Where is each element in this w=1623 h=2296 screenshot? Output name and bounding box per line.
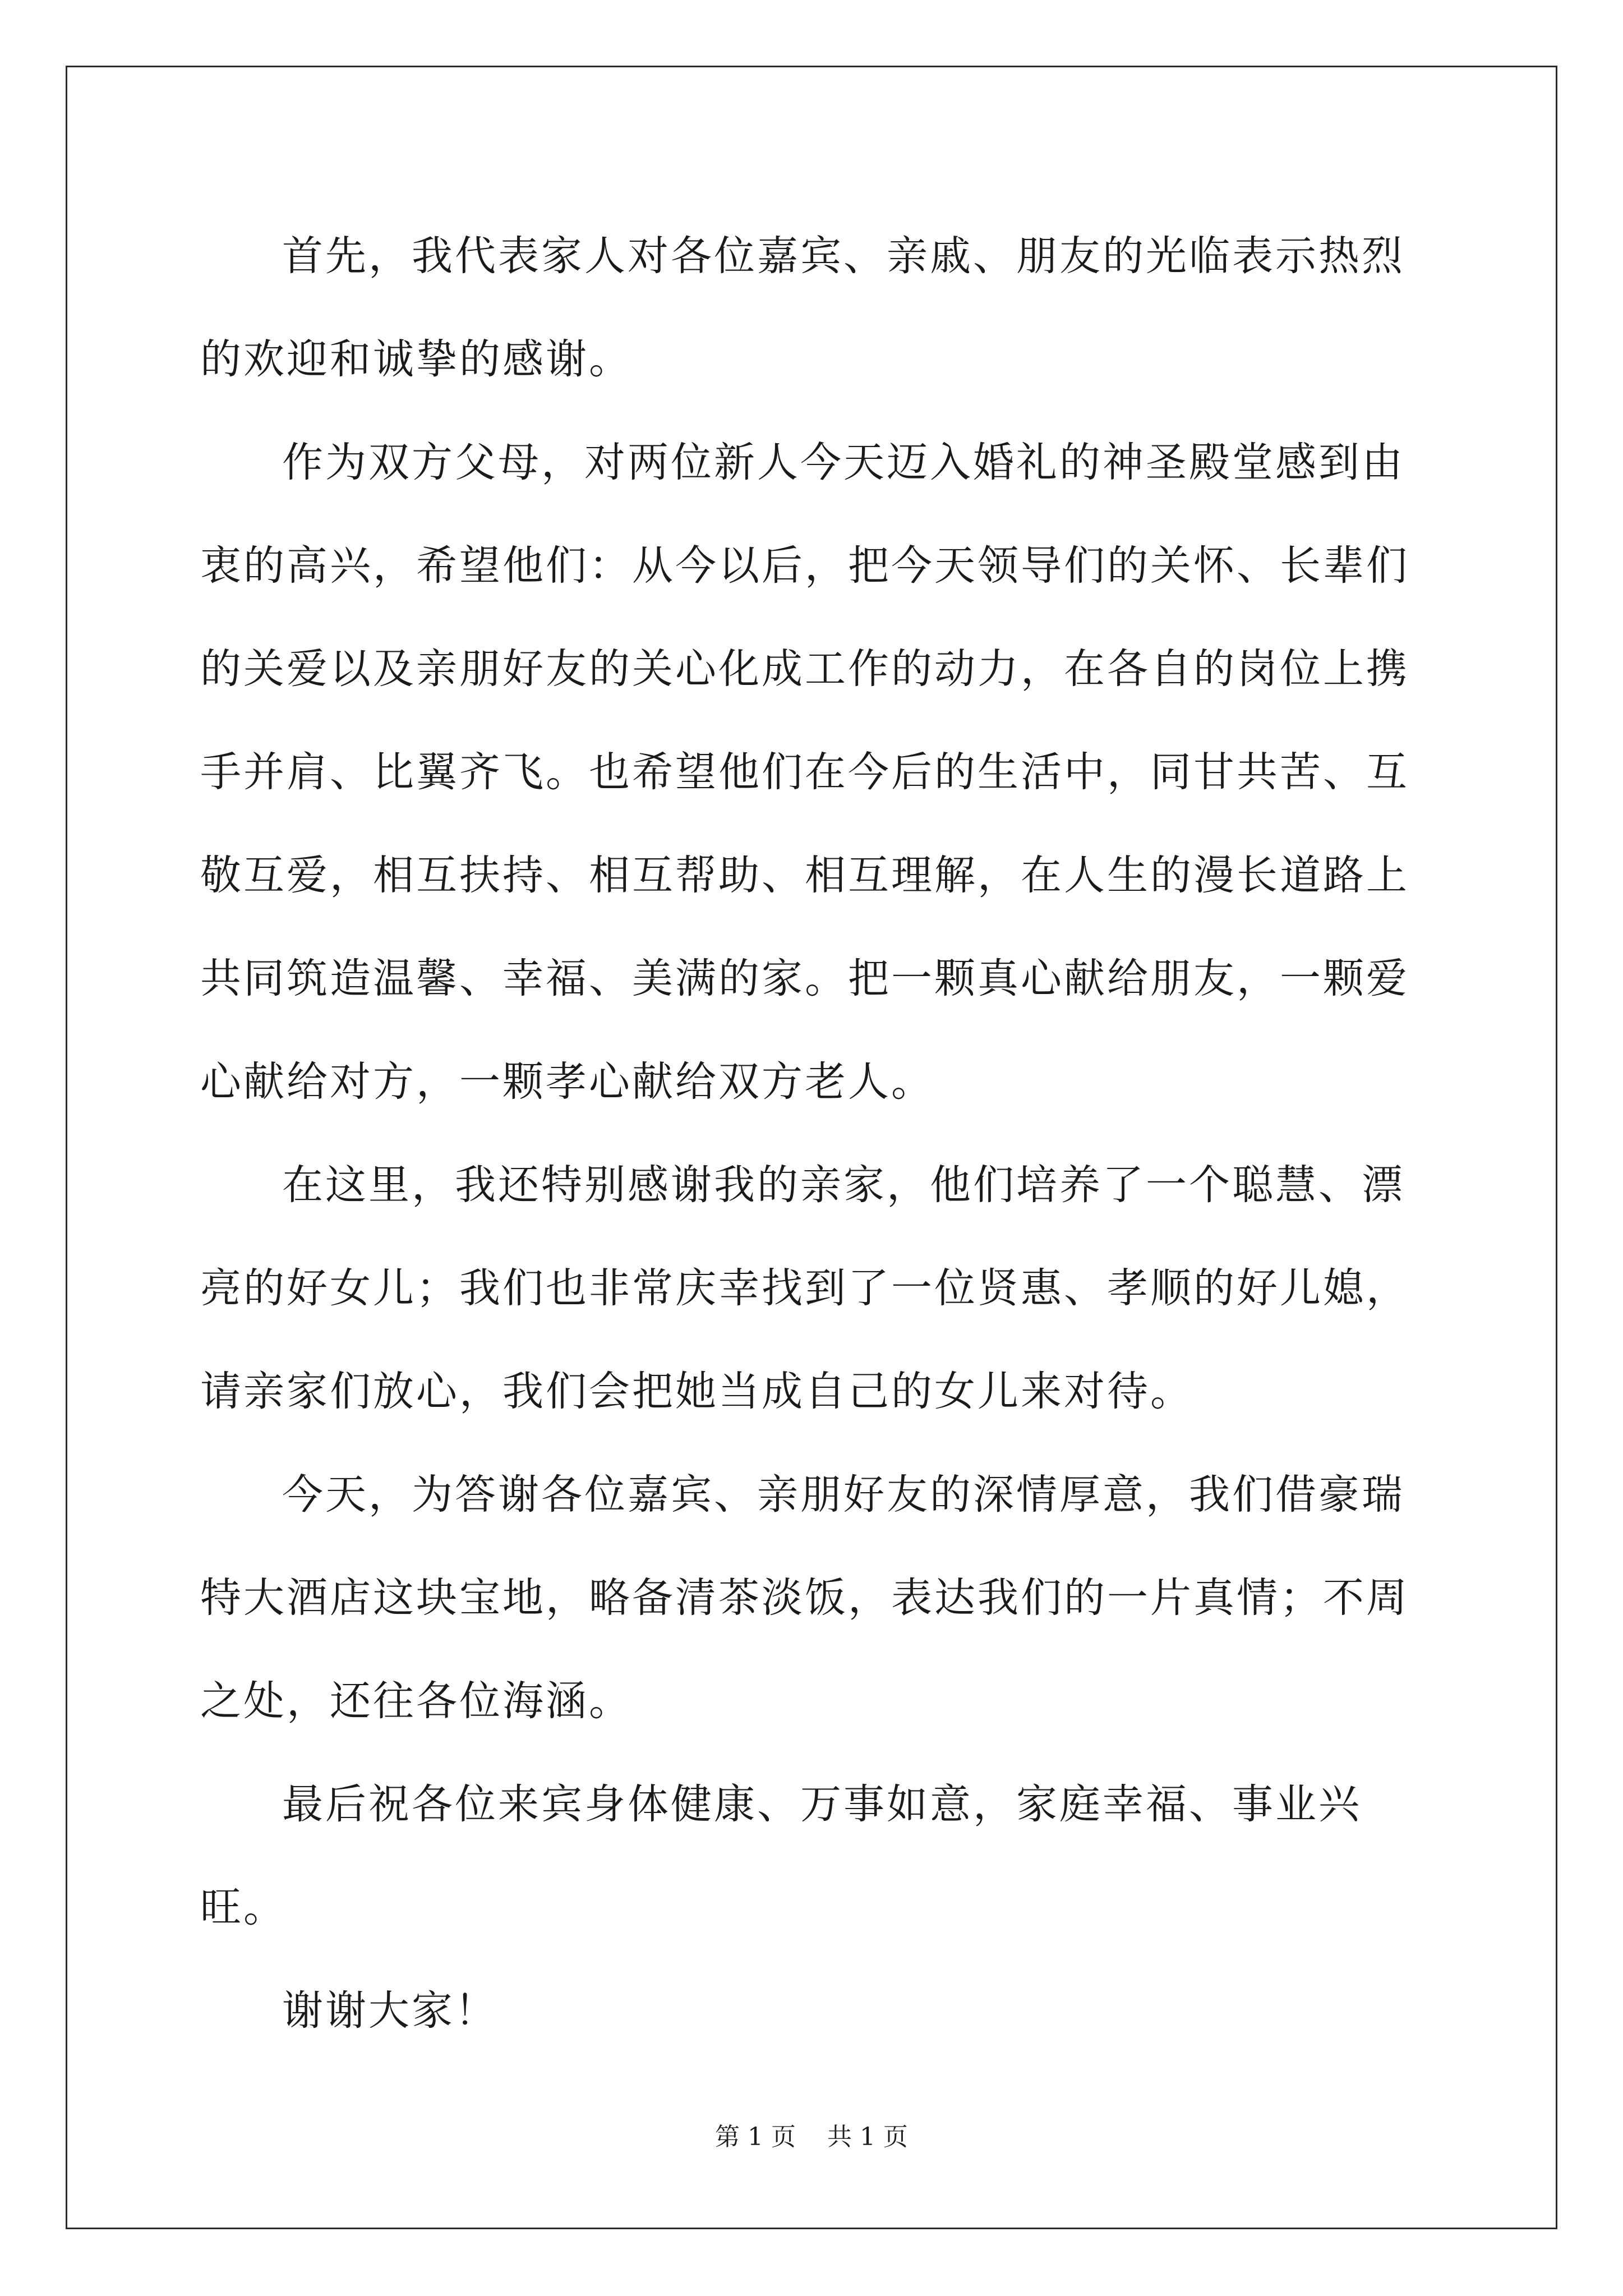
document-body <box>200 205 1431 2063</box>
paragraph-closing: 谢谢大家！ <box>282 1987 498 2035</box>
paragraph-banquet: 今天，为答谢各位嘉宾、亲朋好友的深情厚意，我们借豪瑞特大酒店这块宝地，略备清茶淡饭，表达我们的一片真情；不周之处，还往各位海涵。 <box>200 1471 1409 1725</box>
paragraph-thanks-in-laws: 在这里，我还特别感谢我的亲家，他们培养了一个聪慧、漂亮的好女儿；我们也非常庆幸找到了一位贤惠、孝顺的好儿媳，请亲家们放心，我们会把她当成自己的女儿来对待。 <box>200 1161 1409 1415</box>
paragraph-welcome: 首先，我代表家人对各位嘉宾、亲戚、朋友的光临表示热烈的欢迎和诚挚的感谢。 <box>200 232 1405 383</box>
paragraph-parents-wishes: 作为双方父母，对两位新人今天迈入婚礼的神圣殿堂感到由衷的高兴，希望他们：从今以后，把今天领导们的关怀、长辈们的关爱以及亲朋好友的关心化成工作的动力，在各自的岗位上携手并肩、比翼齐飞。也希望他们在今后的生活中，同甘共苦、互敬互爱，相互扶持、相互帮助、相互理解，在人生的漫长道路上共同筑造温馨、幸福、美满的家。把一颗真心献给朋友，一颗爱心献给对方，一颗孝心献给双方老人。 <box>200 439 1409 1106</box>
paragraph-blessing: 最后祝各位来宾身体健康、万事如意，家庭幸福、事业兴旺。 <box>200 1780 1362 1931</box>
page-number-footer: 第 1 页 共 1 页 <box>715 2123 908 2151</box>
